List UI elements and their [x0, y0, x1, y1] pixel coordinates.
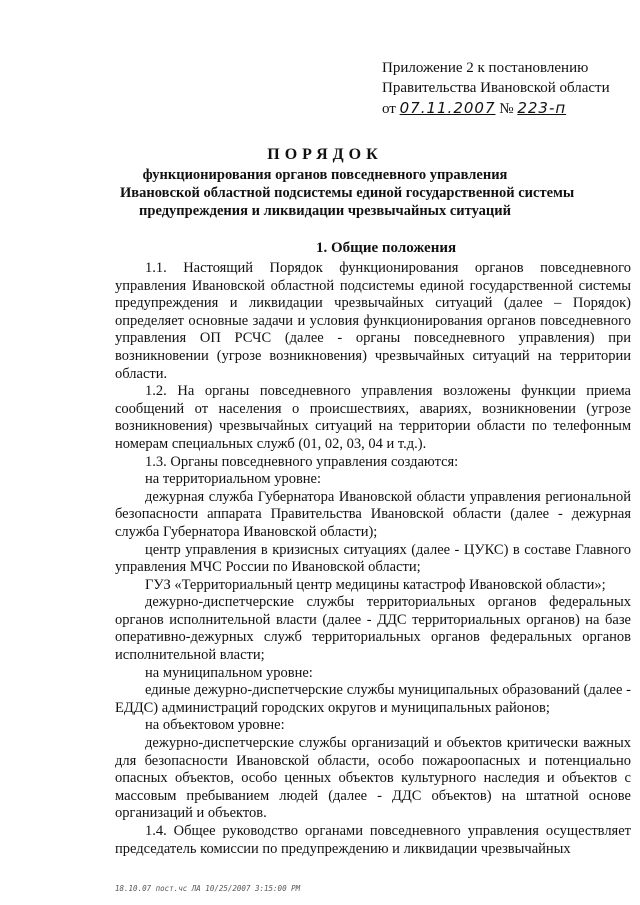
paragraph: на муниципальном уровне: [145, 664, 313, 681]
title-line-2: Ивановской областной подсистемы единой государственной системы [120, 185, 575, 201]
paragraph: дежурно-диспетчерские службы организаций и объектов критически важных для безопасности Ивановской области, особо пожароопасных и потенциально опасных объектов, особо ценных объектов культурного наследия и объектов с массовым пребыванием людей (далее - ДДС объектов) на штатной основе организаций и объектов. [115, 735, 631, 822]
paragraph: 1.3. Органы повседневного управления создаются: [145, 453, 459, 470]
paragraph: дежурная служба Губернатора Ивановской области управления региональной безопасности аппарата Правительства Ивановской области (далее - дежурная служба Губернатора Ивановской области); [115, 488, 631, 540]
appendix-number-sign: № [499, 101, 514, 117]
document-title [120, 144, 575, 220]
file-footer: 18.10.07 пост.чс ЛА 10/25/2007 3:15:00 PM [115, 884, 301, 893]
appendix-line-2: Правительства Ивановской области [382, 80, 610, 96]
title-line-1: функционирования органов повседневного управления [142, 167, 508, 183]
paragraph: 1.1. Настоящий Порядок функционирования органов повседневного управления Ивановской областной подсистемы единой государственной системы предупреждения и ликвидации чрезвычайных ситуаций (далее – Порядок) определяет основные задачи и условия функционирования органов повседневного управления ОП РСЧС (далее - органы повседневного управления) при возникновении (угрозе возникновения) чрезвычайных ситуаций на территории области. [115, 260, 631, 382]
title-main: ПОРЯДОК [267, 146, 383, 163]
appendix-date: 07.11.2007 [399, 99, 496, 117]
appendix-number: 223-п [517, 99, 567, 117]
paragraph: ГУЗ «Территориальный центр медицины катастроф Ивановской области»; [145, 576, 606, 593]
document-body [115, 260, 631, 858]
paragraph: 1.4. Общее руководство органами повседневного управления осуществляет председатель комиссии по предупреждению и ликвидации чрезвычайных [115, 823, 631, 857]
appendix-from-label: от [382, 101, 396, 117]
paragraph: на территориальном уровне: [145, 471, 322, 488]
title-line-3: предупреждения и ликвидации чрезвычайных ситуаций [139, 203, 511, 219]
appendix-line-1: Приложение 2 к постановлению [382, 60, 589, 76]
paragraph: центр управления в кризисных ситуациях (далее - ЦУКС) в составе Главного управления МЧС России по Ивановской области; [115, 541, 631, 576]
paragraph: на объектовом уровне: [145, 717, 285, 734]
section-heading: 1. Общие положения [316, 240, 457, 256]
appendix-line-3 [382, 98, 632, 119]
appendix-note [382, 58, 632, 119]
paragraph: дежурно-диспетчерские службы территориальных органов федеральных органов исполнительной власти (далее - ДДС территориальных органов) на базе оперативно-дежурных служб территориальных органов федеральных органов исполнительной власти; [115, 594, 631, 664]
paragraph: единые дежурно-диспетчерские службы муниципальных образований (далее - ЕДДС) администраций городских округов и муниципальных районов; [115, 682, 631, 716]
paragraph: 1.2. На органы повседневного управления возложены функции приема сообщений от населения о происшествиях, авариях, возникновении (угрозе возникновения) чрезвычайных ситуаций на территории области по телефонным номерам специальных служб (01, 02, 03, 04 и т.д.). [115, 383, 631, 452]
